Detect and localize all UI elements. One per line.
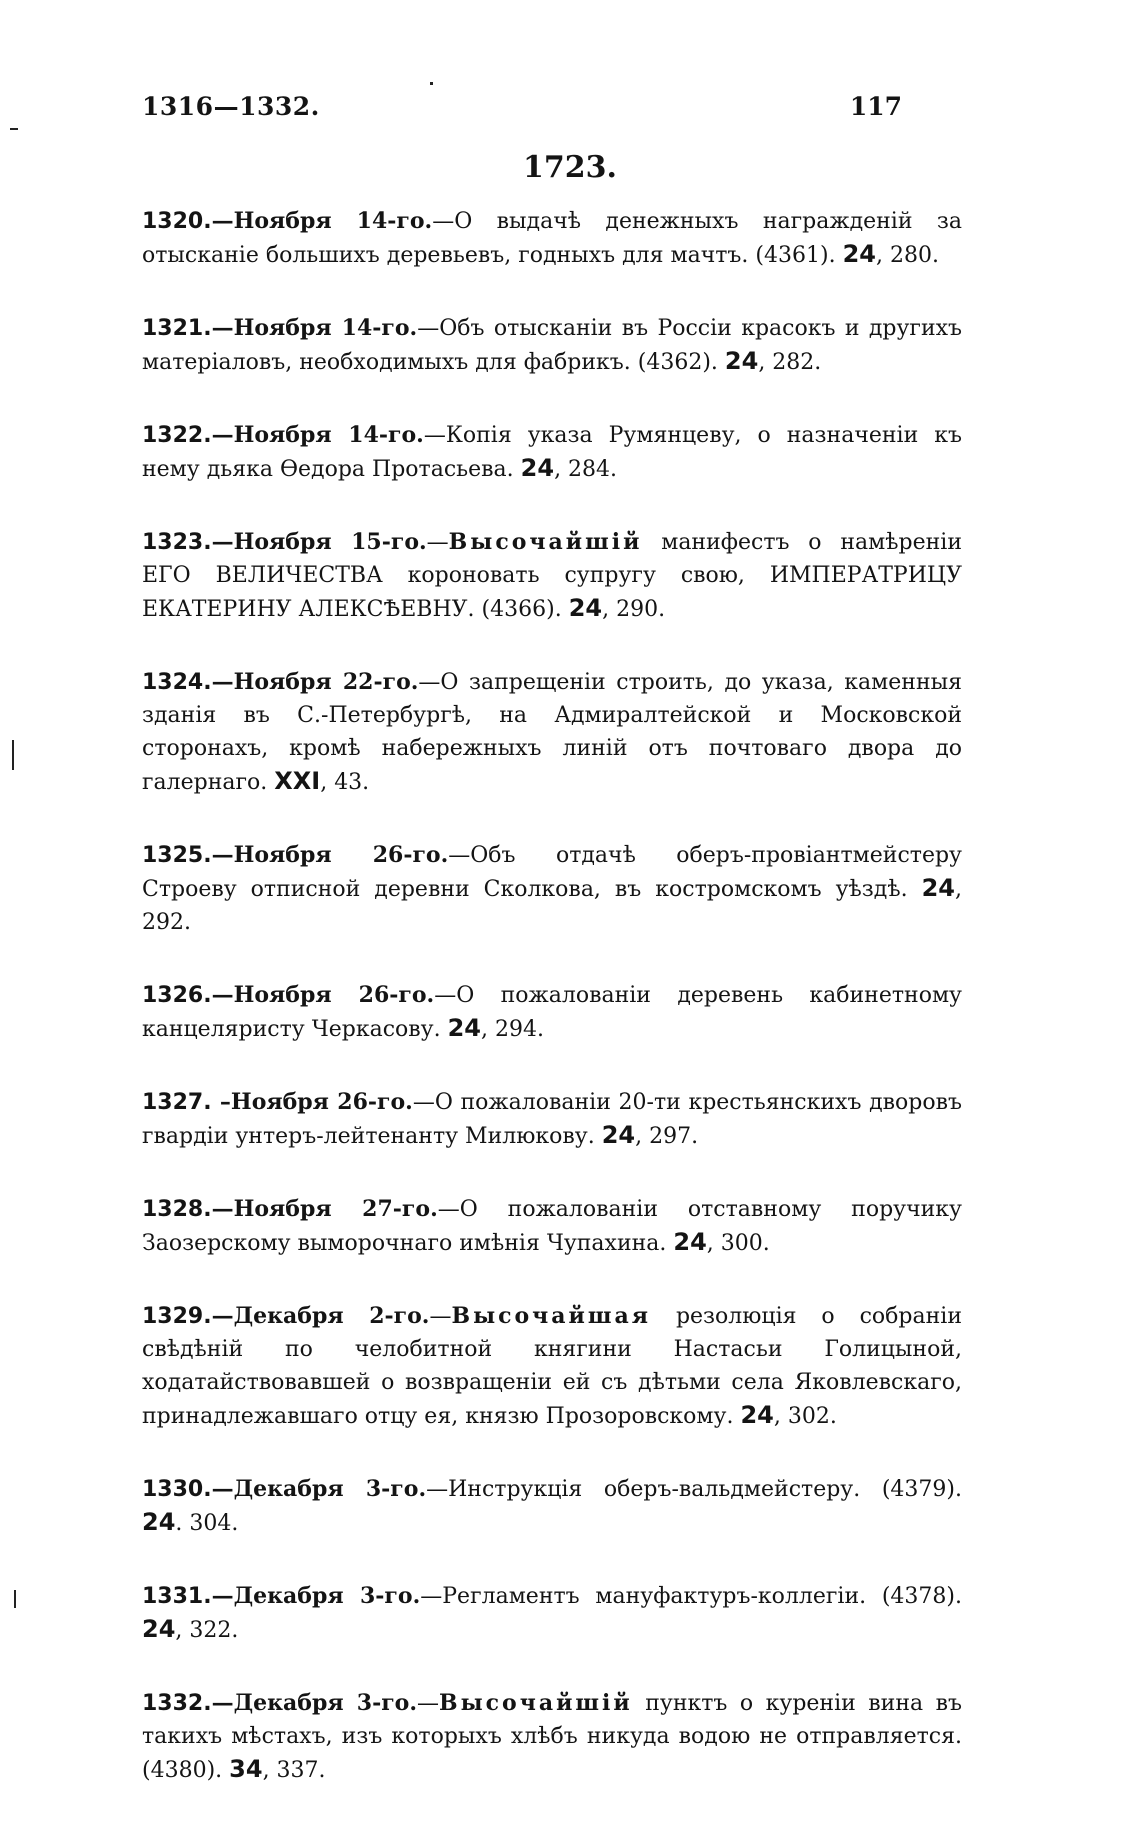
entry-page: , 337. bbox=[262, 1758, 326, 1783]
entry-dash: — bbox=[426, 530, 449, 555]
entries-list bbox=[142, 205, 962, 1827]
entry-date: —Ноября 14-го. bbox=[211, 208, 433, 234]
entry-page: , 280. bbox=[875, 243, 939, 268]
entry-text: манифестъ о намѣреніи ЕГО ВЕЛИЧЕСТВА короновать супругу свою, ИМПЕРАТРИЦУ ЕКАТЕРИНУ АЛЕКСѢЕВНУ. (4366). bbox=[142, 530, 962, 622]
entry-volume: 24 bbox=[447, 1014, 481, 1042]
entry-number: 1332. bbox=[142, 1691, 212, 1716]
entry-page: , 284. bbox=[554, 457, 618, 482]
entry-1321 bbox=[142, 312, 962, 379]
entry-1327 bbox=[142, 1086, 962, 1153]
entry-volume: 34 bbox=[229, 1755, 263, 1783]
entry-1324 bbox=[142, 666, 962, 799]
entry-date: —Ноября 14-го. bbox=[211, 315, 418, 341]
entry-page: , 290. bbox=[602, 597, 666, 622]
entry-range: 1316—1332. bbox=[142, 92, 320, 121]
page-number: 117 bbox=[849, 92, 902, 121]
entry-date: —Ноября 26-го. bbox=[211, 982, 435, 1008]
entry-date: —Декабря 3-го. bbox=[211, 1690, 418, 1716]
entry-page: . 304. bbox=[175, 1511, 239, 1536]
entry-number: 1331. bbox=[142, 1584, 212, 1609]
entry-volume: 24 bbox=[520, 454, 555, 482]
entry-1329 bbox=[142, 1300, 962, 1433]
entry-page: , 322. bbox=[175, 1618, 239, 1643]
entry-dash: — bbox=[417, 1691, 440, 1716]
entry-1328 bbox=[142, 1193, 962, 1260]
entry-volume: 24 bbox=[142, 1615, 176, 1643]
entry-date: —Декабря 3-го. bbox=[211, 1476, 427, 1502]
entry-number: 1325. bbox=[142, 843, 212, 868]
entry-volume: 24 bbox=[724, 347, 759, 375]
entry-1320 bbox=[142, 205, 962, 272]
entry-text: —Объ отдачѣ оберъ-провіантмейстеру Строеву отписной деревни Сколкова, въ костромскомъ уѣздѣ. bbox=[142, 843, 962, 902]
scan-mark bbox=[12, 740, 14, 770]
entry-text: пунктъ о куреніи вина въ такихъ мѣстахъ, изъ которыхъ хлѣбъ никуда водою не отправляется. (4380). bbox=[142, 1691, 962, 1783]
entry-1330 bbox=[142, 1473, 962, 1540]
entry-volume: 24 bbox=[921, 874, 955, 902]
entry-page: , 282. bbox=[758, 350, 822, 375]
entry-1326 bbox=[142, 979, 962, 1046]
entry-text: —Копія указа Румянцеву, о назначеніи къ нему дьяка Ѳедора Протасьева. bbox=[142, 423, 962, 482]
entry-number: 1323. bbox=[142, 530, 212, 555]
entry-date: —Декабря 2-го. bbox=[211, 1303, 430, 1329]
entry-1322 bbox=[142, 419, 962, 486]
entry-volume: 24 bbox=[740, 1401, 774, 1429]
entry-number: 1327. bbox=[142, 1090, 212, 1115]
entry-text: —О пожалованіи 20-ти крестьянскихъ дворовъ гвардіи унтеръ-лейтенанту Милюкову. bbox=[142, 1090, 962, 1149]
entry-volume: 24 bbox=[673, 1228, 707, 1256]
entry-1331 bbox=[142, 1580, 962, 1647]
entry-volume: 24 bbox=[601, 1121, 636, 1149]
entry-page: , 294. bbox=[481, 1017, 544, 1042]
entry-text: —О запрещеніи строить, до указа, каменныя зданія въ С.-Петербургѣ, на Адмиралтейской и Московской сторонахъ, кромѣ набережныхъ линій отъ почтоваго двора до галернаго. bbox=[142, 670, 962, 795]
entry-volume: 24 bbox=[142, 1508, 176, 1536]
entry-date: —Ноября 26-го. bbox=[211, 842, 449, 868]
entry-page: , 300. bbox=[706, 1231, 770, 1256]
scan-mark bbox=[430, 82, 433, 85]
year-heading: 1723. bbox=[523, 150, 617, 185]
entry-page: , 297. bbox=[635, 1124, 699, 1149]
entry-number: 1328. bbox=[142, 1197, 212, 1222]
entry-number: 1324. bbox=[142, 670, 212, 695]
entry-volume: 24 bbox=[568, 594, 603, 622]
entry-page: , 302. bbox=[773, 1404, 837, 1429]
entry-number: 1326. bbox=[142, 983, 212, 1008]
entry-number: 1329. bbox=[142, 1304, 212, 1329]
entry-number: 1321. bbox=[142, 316, 212, 341]
entry-1323 bbox=[142, 526, 962, 626]
entry-date: —Ноября 15-го. bbox=[211, 529, 427, 555]
entry-date: —Ноября 27-го. bbox=[211, 1196, 438, 1222]
entry-volume: XXI bbox=[274, 767, 321, 795]
entry-date: –Ноября 26-го. bbox=[211, 1089, 413, 1115]
entry-number: 1330. bbox=[142, 1477, 212, 1502]
scan-mark bbox=[10, 128, 18, 130]
running-header bbox=[142, 92, 902, 124]
entry-text: резолюція о собраніи свѣдѣній по челобитной княгини Настасьи Голицыной, ходатайствовавшей о возвращеніи ей съ дѣтьми села Яковлевскаго, принадлежавшаго отцу ея, князю Прозоровскому. bbox=[142, 1304, 962, 1429]
entry-date: —Декабря 3-го. bbox=[211, 1583, 421, 1609]
entry-page: , 292. bbox=[142, 877, 962, 935]
entry-spaced-word: Высочайшій bbox=[448, 529, 643, 555]
entry-number: 1320. bbox=[142, 209, 212, 234]
scan-mark bbox=[14, 1590, 16, 1608]
entry-text: —О выдачѣ денежныхъ награжденій за отысканіе большихъ деревьевъ, годныхъ для мачтъ. (4361). bbox=[142, 209, 962, 268]
entry-text: —Объ отысканіи въ Россіи красокъ и другихъ матеріаловъ, необходимыхъ для фабрикъ. (4362). bbox=[142, 316, 963, 375]
entry-text: —О пожалованіи отставному поручику Заозерскому выморочнаго имѣнія Чупахина. bbox=[142, 1197, 962, 1256]
entry-number: 1322. bbox=[142, 423, 212, 448]
entry-date: —Ноября 22-го. bbox=[211, 669, 419, 695]
entry-page: , 43. bbox=[320, 770, 370, 795]
entry-date: —Ноября 14-го. bbox=[211, 422, 424, 448]
entry-volume: 24 bbox=[842, 240, 876, 268]
entry-spaced-word: Высочайшій bbox=[439, 1690, 633, 1716]
entry-spaced-word: Высочайшая bbox=[451, 1303, 652, 1329]
entry-text: —Инструкція оберъ-вальдмейстеру. (4379). bbox=[426, 1477, 962, 1502]
entry-1325 bbox=[142, 839, 962, 939]
entry-dash: — bbox=[429, 1304, 452, 1329]
entry-1332 bbox=[142, 1687, 962, 1787]
entry-text: —О пожалованіи деревень кабинетному канцеляристу Черкасову. bbox=[142, 983, 963, 1042]
entry-text: —Регламентъ мануфактуръ-коллегіи. (4378). bbox=[420, 1584, 962, 1609]
